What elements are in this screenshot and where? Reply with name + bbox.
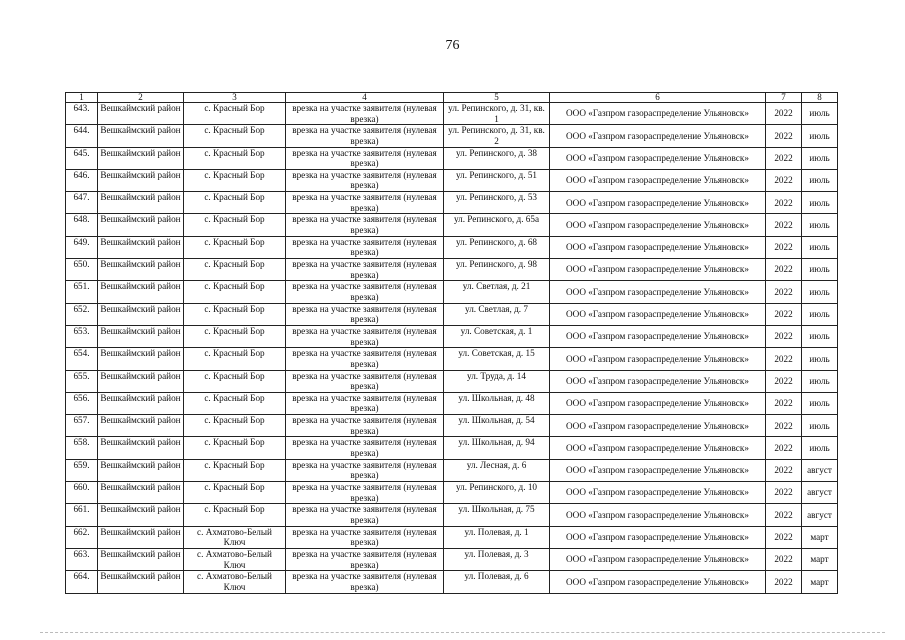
- table-row: [66, 504, 838, 526]
- month-cell: июль: [802, 125, 838, 147]
- connection-type-cell: врезка на участке заявителя (нулевая врезка): [286, 504, 444, 526]
- address-cell: ул. Репинского, д. 31, кв. 2: [444, 125, 550, 147]
- row-number-cell: 655.: [66, 370, 98, 392]
- year-cell: 2022: [766, 259, 802, 281]
- month-cell: июль: [802, 147, 838, 169]
- year-cell: 2022: [766, 303, 802, 325]
- connection-type-cell: врезка на участке заявителя (нулевая врезка): [286, 370, 444, 392]
- district-cell: Вешкаймский район: [98, 548, 184, 570]
- organization-cell: ООО «Газпром газораспределение Ульяновск»: [550, 236, 766, 258]
- settlement-cell: с. Красный Бор: [184, 370, 286, 392]
- year-cell: 2022: [766, 482, 802, 504]
- connection-type-cell: врезка на участке заявителя (нулевая врезка): [286, 303, 444, 325]
- address-cell: ул. Школьная, д. 54: [444, 415, 550, 437]
- row-number-cell: 663.: [66, 548, 98, 570]
- connection-type-cell: врезка на участке заявителя (нулевая врезка): [286, 415, 444, 437]
- settlement-cell: с. Красный Бор: [184, 125, 286, 147]
- address-cell: ул. Советская, д. 1: [444, 325, 550, 347]
- year-cell: 2022: [766, 415, 802, 437]
- connection-type-cell: врезка на участке заявителя (нулевая врезка): [286, 392, 444, 414]
- year-cell: 2022: [766, 504, 802, 526]
- organization-cell: ООО «Газпром газораспределение Ульяновск»: [550, 459, 766, 481]
- settlement-cell: с. Красный Бор: [184, 169, 286, 191]
- table-row: [66, 482, 838, 504]
- connection-type-cell: врезка на участке заявителя (нулевая врезка): [286, 348, 444, 370]
- district-cell: Вешкаймский район: [98, 415, 184, 437]
- year-cell: 2022: [766, 214, 802, 236]
- district-cell: Вешкаймский район: [98, 526, 184, 548]
- row-number-cell: 662.: [66, 526, 98, 548]
- settlement-cell: с. Красный Бор: [184, 437, 286, 459]
- district-cell: Вешкаймский район: [98, 125, 184, 147]
- connection-type-cell: врезка на участке заявителя (нулевая врезка): [286, 236, 444, 258]
- column-header-4: 4: [286, 93, 444, 103]
- row-number-cell: 656.: [66, 392, 98, 414]
- row-number-cell: 644.: [66, 125, 98, 147]
- address-cell: ул. Советская, д. 15: [444, 348, 550, 370]
- header-row: [66, 93, 838, 103]
- settlement-cell: с. Красный Бор: [184, 303, 286, 325]
- address-cell: ул. Репинского, д. 10: [444, 482, 550, 504]
- table-row: [66, 348, 838, 370]
- organization-cell: ООО «Газпром газораспределение Ульяновск»: [550, 482, 766, 504]
- district-cell: Вешкаймский район: [98, 437, 184, 459]
- organization-cell: ООО «Газпром газораспределение Ульяновск»: [550, 303, 766, 325]
- table-row: [66, 392, 838, 414]
- row-number-cell: 653.: [66, 325, 98, 347]
- settlement-cell: с. Ахматово-Белый Ключ: [184, 548, 286, 570]
- district-cell: Вешкаймский район: [98, 504, 184, 526]
- row-number-cell: 645.: [66, 147, 98, 169]
- year-cell: 2022: [766, 147, 802, 169]
- district-cell: Вешкаймский район: [98, 571, 184, 593]
- organization-cell: ООО «Газпром газораспределение Ульяновск»: [550, 169, 766, 191]
- address-cell: ул. Полевая, д. 3: [444, 548, 550, 570]
- table-row: [66, 415, 838, 437]
- row-number-cell: 654.: [66, 348, 98, 370]
- column-header-5: 5: [444, 93, 550, 103]
- column-header-1: 1: [66, 93, 98, 103]
- table-body: [66, 103, 838, 594]
- table-row: [66, 259, 838, 281]
- address-cell: ул. Полевая, д. 6: [444, 571, 550, 593]
- settlement-cell: с. Красный Бор: [184, 103, 286, 125]
- month-cell: июль: [802, 415, 838, 437]
- row-number-cell: 659.: [66, 459, 98, 481]
- connection-type-cell: врезка на участке заявителя (нулевая врезка): [286, 169, 444, 191]
- connection-type-cell: врезка на участке заявителя (нулевая врезка): [286, 482, 444, 504]
- year-cell: 2022: [766, 103, 802, 125]
- table-row: [66, 325, 838, 347]
- address-cell: ул. Школьная, д. 94: [444, 437, 550, 459]
- district-cell: Вешкаймский район: [98, 259, 184, 281]
- connection-type-cell: врезка на участке заявителя (нулевая врезка): [286, 571, 444, 593]
- month-cell: июль: [802, 103, 838, 125]
- organization-cell: ООО «Газпром газораспределение Ульяновск»: [550, 370, 766, 392]
- table-row: [66, 192, 838, 214]
- connection-type-cell: врезка на участке заявителя (нулевая врезка): [286, 192, 444, 214]
- table-row: [66, 169, 838, 191]
- district-cell: Вешкаймский район: [98, 370, 184, 392]
- year-cell: 2022: [766, 325, 802, 347]
- table-row: [66, 214, 838, 236]
- district-cell: Вешкаймский район: [98, 169, 184, 191]
- connection-type-cell: врезка на участке заявителя (нулевая врезка): [286, 548, 444, 570]
- organization-cell: ООО «Газпром газораспределение Ульяновск»: [550, 103, 766, 125]
- address-cell: ул. Светлая, д. 21: [444, 281, 550, 303]
- year-cell: 2022: [766, 548, 802, 570]
- row-number-cell: 648.: [66, 214, 98, 236]
- row-number-cell: 647.: [66, 192, 98, 214]
- district-cell: Вешкаймский район: [98, 348, 184, 370]
- district-cell: Вешкаймский район: [98, 281, 184, 303]
- address-cell: ул. Репинского, д. 65а: [444, 214, 550, 236]
- month-cell: июль: [802, 437, 838, 459]
- district-cell: Вешкаймский район: [98, 325, 184, 347]
- settlement-cell: с. Красный Бор: [184, 236, 286, 258]
- connection-type-cell: врезка на участке заявителя (нулевая врезка): [286, 103, 444, 125]
- gas-connection-table: [65, 92, 838, 594]
- district-cell: Вешкаймский район: [98, 392, 184, 414]
- address-cell: ул. Лесная, д. 6: [444, 459, 550, 481]
- address-cell: ул. Школьная, д. 48: [444, 392, 550, 414]
- settlement-cell: с. Красный Бор: [184, 415, 286, 437]
- row-number-cell: 643.: [66, 103, 98, 125]
- year-cell: 2022: [766, 281, 802, 303]
- district-cell: Вешкаймский район: [98, 303, 184, 325]
- settlement-cell: с. Красный Бор: [184, 214, 286, 236]
- column-header-2: 2: [98, 93, 184, 103]
- connection-type-cell: врезка на участке заявителя (нулевая врезка): [286, 437, 444, 459]
- organization-cell: ООО «Газпром газораспределение Ульяновск»: [550, 348, 766, 370]
- table-row: [66, 147, 838, 169]
- organization-cell: ООО «Газпром газораспределение Ульяновск»: [550, 571, 766, 593]
- organization-cell: ООО «Газпром газораспределение Ульяновск»: [550, 526, 766, 548]
- organization-cell: ООО «Газпром газораспределение Ульяновск»: [550, 325, 766, 347]
- month-cell: июль: [802, 214, 838, 236]
- connection-type-cell: врезка на участке заявителя (нулевая врезка): [286, 259, 444, 281]
- address-cell: ул. Светлая, д. 7: [444, 303, 550, 325]
- settlement-cell: с. Ахматово-Белый Ключ: [184, 526, 286, 548]
- month-cell: август: [802, 482, 838, 504]
- month-cell: июль: [802, 303, 838, 325]
- settlement-cell: с. Ахматово-Белый Ключ: [184, 571, 286, 593]
- address-cell: ул. Репинского, д. 53: [444, 192, 550, 214]
- district-cell: Вешкаймский район: [98, 214, 184, 236]
- address-cell: ул. Репинского, д. 51: [444, 169, 550, 191]
- organization-cell: ООО «Газпром газораспределение Ульяновск»: [550, 504, 766, 526]
- district-cell: Вешкаймский район: [98, 482, 184, 504]
- table-row: [66, 548, 838, 570]
- month-cell: август: [802, 504, 838, 526]
- month-cell: июль: [802, 348, 838, 370]
- row-number-cell: 650.: [66, 259, 98, 281]
- month-cell: июль: [802, 236, 838, 258]
- settlement-cell: с. Красный Бор: [184, 147, 286, 169]
- year-cell: 2022: [766, 125, 802, 147]
- table-row: [66, 303, 838, 325]
- district-cell: Вешкаймский район: [98, 192, 184, 214]
- settlement-cell: с. Красный Бор: [184, 281, 286, 303]
- year-cell: 2022: [766, 348, 802, 370]
- year-cell: 2022: [766, 370, 802, 392]
- month-cell: июль: [802, 192, 838, 214]
- year-cell: 2022: [766, 392, 802, 414]
- row-number-cell: 658.: [66, 437, 98, 459]
- connection-type-cell: врезка на участке заявителя (нулевая врезка): [286, 214, 444, 236]
- row-number-cell: 661.: [66, 504, 98, 526]
- row-number-cell: 657.: [66, 415, 98, 437]
- table-row: [66, 236, 838, 258]
- address-cell: ул. Полевая, д. 1: [444, 526, 550, 548]
- address-cell: ул. Репинского, д. 38: [444, 147, 550, 169]
- connection-type-cell: врезка на участке заявителя (нулевая врезка): [286, 147, 444, 169]
- settlement-cell: с. Красный Бор: [184, 459, 286, 481]
- district-cell: Вешкаймский район: [98, 103, 184, 125]
- organization-cell: ООО «Газпром газораспределение Ульяновск»: [550, 214, 766, 236]
- year-cell: 2022: [766, 526, 802, 548]
- year-cell: 2022: [766, 192, 802, 214]
- organization-cell: ООО «Газпром газораспределение Ульяновск»: [550, 437, 766, 459]
- table-row: [66, 281, 838, 303]
- scan-edge-divider: [40, 632, 885, 635]
- settlement-cell: с. Красный Бор: [184, 504, 286, 526]
- address-cell: ул. Репинского, д. 31, кв. 1: [444, 103, 550, 125]
- column-header-3: 3: [184, 93, 286, 103]
- column-header-6: 6: [550, 93, 766, 103]
- year-cell: 2022: [766, 571, 802, 593]
- table-row: [66, 125, 838, 147]
- organization-cell: ООО «Газпром газораспределение Ульяновск»: [550, 147, 766, 169]
- month-cell: март: [802, 571, 838, 593]
- page-number: 76: [445, 38, 460, 53]
- table-row: [66, 571, 838, 593]
- connection-type-cell: врезка на участке заявителя (нулевая врезка): [286, 459, 444, 481]
- month-cell: июль: [802, 259, 838, 281]
- connection-type-cell: врезка на участке заявителя (нулевая врезка): [286, 281, 444, 303]
- table-row: [66, 437, 838, 459]
- table-row: [66, 526, 838, 548]
- column-header-7: 7: [766, 93, 802, 103]
- district-cell: Вешкаймский район: [98, 236, 184, 258]
- organization-cell: ООО «Газпром газораспределение Ульяновск»: [550, 392, 766, 414]
- row-number-cell: 664.: [66, 571, 98, 593]
- organization-cell: ООО «Газпром газораспределение Ульяновск»: [550, 281, 766, 303]
- month-cell: июль: [802, 370, 838, 392]
- month-cell: июль: [802, 325, 838, 347]
- month-cell: март: [802, 526, 838, 548]
- connection-type-cell: врезка на участке заявителя (нулевая врезка): [286, 526, 444, 548]
- district-cell: Вешкаймский район: [98, 459, 184, 481]
- column-header-8: 8: [802, 93, 838, 103]
- settlement-cell: с. Красный Бор: [184, 192, 286, 214]
- address-cell: ул. Репинского, д. 98: [444, 259, 550, 281]
- month-cell: июль: [802, 392, 838, 414]
- connection-type-cell: врезка на участке заявителя (нулевая врезка): [286, 125, 444, 147]
- address-cell: ул. Труда, д. 14: [444, 370, 550, 392]
- organization-cell: ООО «Газпром газораспределение Ульяновск»: [550, 259, 766, 281]
- address-cell: ул. Школьная, д. 75: [444, 504, 550, 526]
- month-cell: июль: [802, 281, 838, 303]
- row-number-cell: 649.: [66, 236, 98, 258]
- table-row: [66, 370, 838, 392]
- connection-type-cell: врезка на участке заявителя (нулевая врезка): [286, 325, 444, 347]
- month-cell: август: [802, 459, 838, 481]
- organization-cell: ООО «Газпром газораспределение Ульяновск»: [550, 415, 766, 437]
- month-cell: март: [802, 548, 838, 570]
- settlement-cell: с. Красный Бор: [184, 482, 286, 504]
- table-row: [66, 459, 838, 481]
- row-number-cell: 652.: [66, 303, 98, 325]
- row-number-cell: 660.: [66, 482, 98, 504]
- settlement-cell: с. Красный Бор: [184, 325, 286, 347]
- settlement-cell: с. Красный Бор: [184, 259, 286, 281]
- row-number-cell: 646.: [66, 169, 98, 191]
- address-cell: ул. Репинского, д. 68: [444, 236, 550, 258]
- organization-cell: ООО «Газпром газораспределение Ульяновск»: [550, 125, 766, 147]
- row-number-cell: 651.: [66, 281, 98, 303]
- settlement-cell: с. Красный Бор: [184, 348, 286, 370]
- organization-cell: ООО «Газпром газораспределение Ульяновск»: [550, 548, 766, 570]
- table-row: [66, 103, 838, 125]
- month-cell: июль: [802, 169, 838, 191]
- settlement-cell: с. Красный Бор: [184, 392, 286, 414]
- year-cell: 2022: [766, 437, 802, 459]
- year-cell: 2022: [766, 236, 802, 258]
- year-cell: 2022: [766, 169, 802, 191]
- district-cell: Вешкаймский район: [98, 147, 184, 169]
- year-cell: 2022: [766, 459, 802, 481]
- organization-cell: ООО «Газпром газораспределение Ульяновск»: [550, 192, 766, 214]
